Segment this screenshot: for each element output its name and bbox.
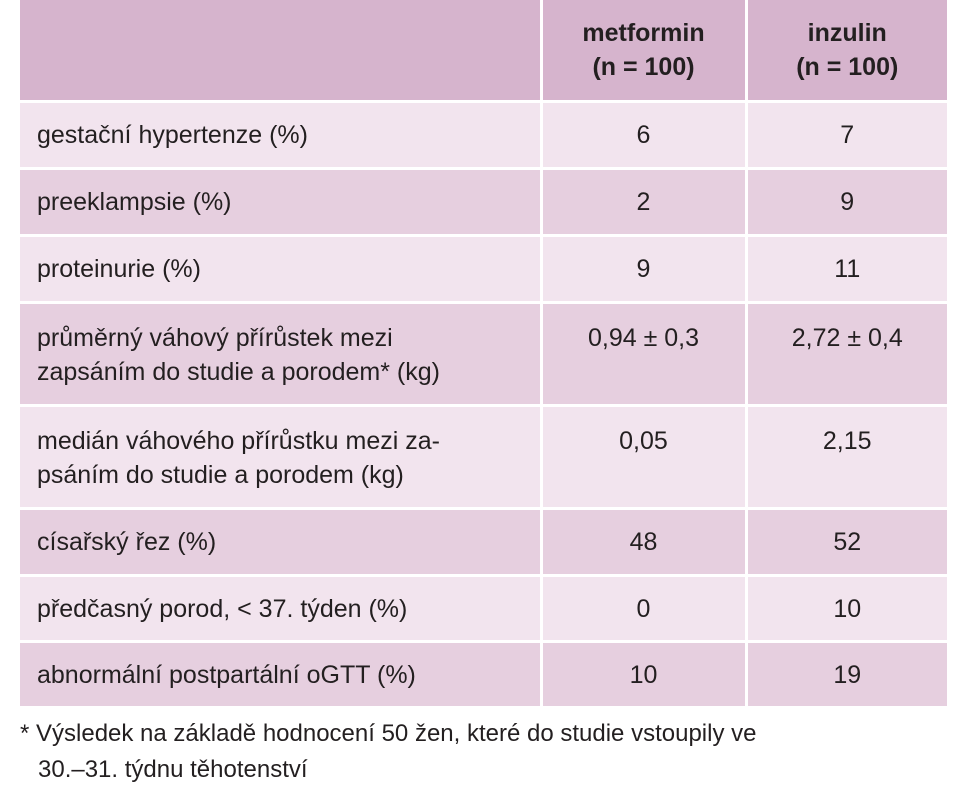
row-label-line2: psáním do studie a porodem (kg) [37,461,404,489]
results-table [20,0,947,706]
results-table-container [20,0,947,706]
table-row [20,577,947,640]
row-label: gestační hypertenze (%) [37,121,308,149]
metformin-value: 0 [636,595,651,623]
table-row [20,510,947,574]
header-metformin [541,0,746,100]
inzulin-value: 2,15 [822,427,872,455]
metformin-value: 0,05 [619,427,668,455]
footnote-line2: 30.–31. týdnu těhotenství [38,756,308,783]
header-inzulin-name: inzulin [807,19,887,47]
inzulin-value: 19 [833,661,862,689]
row-label: abnormální postpartální oGTT (%) [37,661,416,689]
table-row [20,407,947,507]
inzulin-value: 10 [833,595,862,623]
table-row [20,170,947,234]
header-empty-cell [20,0,541,100]
row-label: preeklampsie (%) [37,188,232,216]
table-row [20,643,947,706]
row-label: předčasný porod, < 37. týden (%) [37,595,408,623]
inzulin-value: 52 [833,528,862,556]
header-metformin-name: metformin [582,19,705,47]
header-inzulin-count: (n = 100) [796,53,899,81]
footnote-line1: * Výsledek na základě hodnocení 50 žen, které do studie vstoupily ve [20,720,757,747]
inzulin-value: 2,72 ± 0,4 [791,324,903,352]
header-inzulin [746,0,947,100]
metformin-value: 6 [636,121,651,149]
metformin-value: 9 [636,255,651,283]
metformin-value: 2 [636,188,651,216]
table-header-row [20,0,947,100]
inzulin-value: 9 [840,188,855,216]
inzulin-value: 7 [840,121,855,149]
metformin-value: 0,94 ± 0,3 [587,324,700,352]
row-label-line1: medián váhového přírůstku mezi za- [37,427,440,455]
metformin-value: 10 [629,661,658,689]
row-label-line2: zapsáním do studie a porodem* (kg) [37,358,440,386]
row-label: císařský řez (%) [37,528,217,556]
row-label: proteinurie (%) [37,255,201,283]
table-row [20,304,947,404]
metformin-value: 48 [629,528,658,556]
header-metformin-count: (n = 100) [592,53,695,81]
inzulin-value: 11 [834,255,861,283]
table-footnote [20,716,950,788]
table-row [20,237,947,301]
table-row [20,103,947,167]
row-label-line1: průměrný váhový přírůstek mezi [37,324,393,352]
